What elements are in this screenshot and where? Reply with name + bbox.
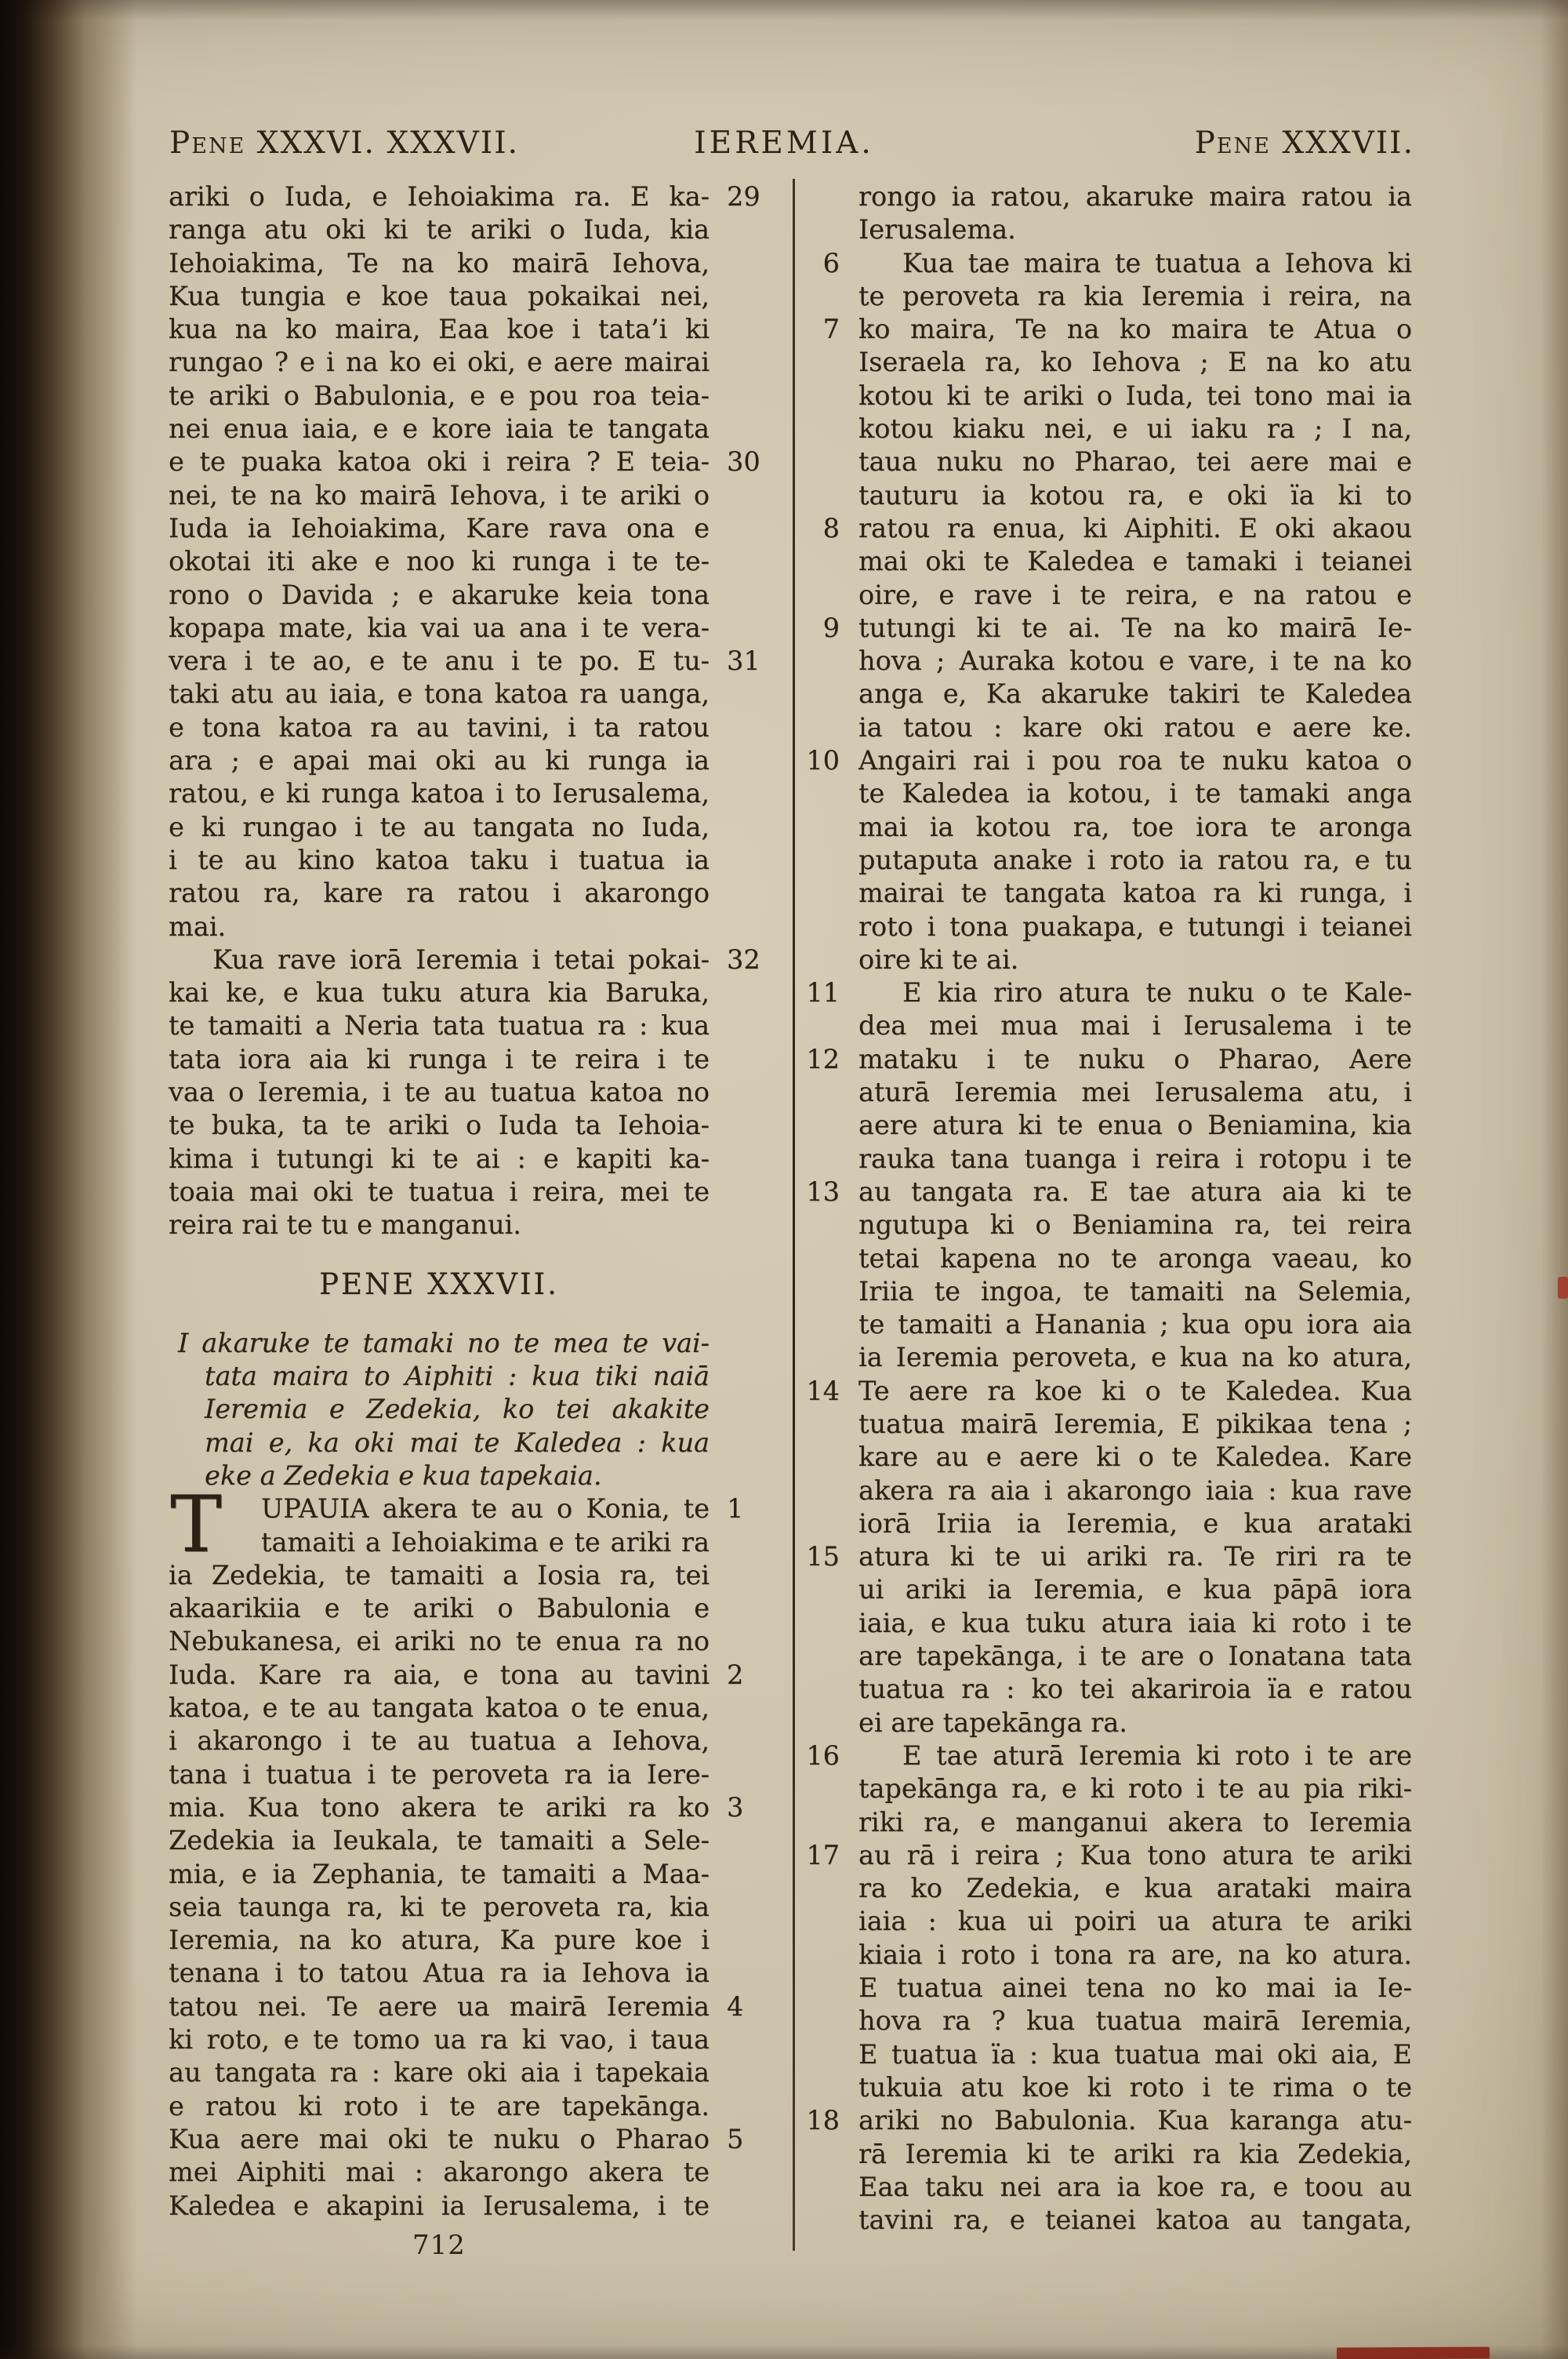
verse-number: 7 xyxy=(822,314,840,345)
page-edge-bottom xyxy=(0,2345,1568,2359)
text-line xyxy=(169,976,710,1009)
text-line xyxy=(169,512,710,545)
line-text: rauka tana tuanga i reira i rotopu i te xyxy=(858,1143,1412,1174)
line-text: are tapekānga, i te are o Ionatana tata xyxy=(858,1641,1412,1672)
line-text: akera ra aia i akarongo iaia : kua rave xyxy=(858,1474,1412,1506)
text-line xyxy=(169,280,710,313)
text-line xyxy=(169,346,710,379)
line-text: Iriia te ingoa, te tamaiti na Selemia, xyxy=(858,1275,1412,1307)
line-text: E kia riro atura te nuku o te Kale- xyxy=(902,977,1412,1009)
line-text: rungao ? e i na ko ei oki, e aere mairai xyxy=(169,347,710,378)
line-text: Kua tae maira te tuatua a Iehova ki xyxy=(902,247,1412,278)
line-text: ariki o Iuda, e Iehoiakima ra. E ka- xyxy=(169,181,710,212)
text-line xyxy=(858,1707,1412,1739)
line-text: ra ko Zedekia, e kua arataki maira xyxy=(858,1873,1412,1904)
red-edge-mark xyxy=(1558,1277,1568,1299)
gutter-shadow xyxy=(0,0,137,2359)
line-text: okotai iti ake e noo ki runga i te te- xyxy=(169,546,710,577)
text-line xyxy=(858,777,1412,810)
line-text: tukuia atu koe ki roto i te rima o te xyxy=(858,2071,1412,2103)
text-line xyxy=(858,1872,1412,1905)
text-line xyxy=(169,1109,710,1142)
line-text: ko maira, Te na ko maira te Atua o xyxy=(858,314,1412,345)
text-line xyxy=(858,413,1412,445)
line-text: tamaiti a Iehoiakima e te ariki ra xyxy=(261,1526,710,1558)
text-line xyxy=(858,1607,1412,1640)
text-line xyxy=(169,2023,710,2056)
line-text: akaarikiia e te ariki o Babulonia e xyxy=(169,1593,710,1624)
text-line xyxy=(858,213,1412,246)
line-text: iorā Iriia ia Ieremia, e kua arataki xyxy=(858,1507,1412,1539)
line-text: i te au kino katoa taku i tuatua ia xyxy=(169,844,710,875)
text-line xyxy=(858,1076,1412,1109)
line-text: Angairi rai i pou roa te nuku katoa o xyxy=(858,745,1412,776)
line-text: tapekānga ra, e ki roto i te au pia riki- xyxy=(858,1773,1412,1805)
line-text: Ierusalema. xyxy=(858,214,1016,245)
verse-number: 11 xyxy=(806,977,840,1009)
line-text: roto i tona puakapa, e tutungi i teianei xyxy=(858,911,1412,942)
text-line xyxy=(169,1957,710,1990)
text-line xyxy=(169,1427,710,1459)
line-text: rā Ieremia ki te ariki ra kia Zedekia, xyxy=(858,2138,1412,2169)
line-text: eke a Zedekia e kua tapekaia. xyxy=(205,1459,602,1491)
text-line xyxy=(858,1275,1412,1308)
line-text: seia taunga ra, ki te peroveta ra, kia xyxy=(169,1891,710,1922)
verse-number: 4 xyxy=(727,1990,744,2022)
text-line xyxy=(858,1905,1412,1938)
verse-number: 14 xyxy=(806,1375,840,1406)
column-divider xyxy=(793,179,795,2251)
text-line xyxy=(858,1441,1412,1474)
text-line xyxy=(806,976,1412,1009)
text-line xyxy=(169,612,710,645)
line-text: taki atu au iaia, e tona katoa ra uanga, xyxy=(169,678,710,710)
line-text: ara ; e apai mai oki au ki runga ia xyxy=(169,745,710,776)
line-text: vaa o Ieremia, i te au tuatua katoa no xyxy=(169,1077,710,1108)
page-number: 712 xyxy=(412,2230,466,2261)
text-line xyxy=(169,1692,710,1725)
line-text: E tuatua ainei tena no ko mai ia Ie- xyxy=(858,1972,1412,2004)
text-line xyxy=(169,1824,710,1857)
verse-number: 1 xyxy=(727,1493,744,1525)
line-text: E tuatua ïa : kua tuatua mai oki aia, E xyxy=(858,2038,1412,2070)
line-text: kare au e aere ki o te Kaledea. Kare xyxy=(858,1441,1412,1473)
line-text: aturā Ieremia mei Ierusalema atu, i xyxy=(858,1077,1412,1108)
line-text: mai e, ka oki mai te Kaledea : kua xyxy=(205,1427,710,1458)
text-line xyxy=(169,911,710,943)
text-line xyxy=(858,346,1412,379)
text-line xyxy=(169,1076,710,1109)
text-line xyxy=(169,877,710,910)
verse-number: 31 xyxy=(727,645,760,677)
verse-number: 30 xyxy=(727,446,760,478)
verse-number: 5 xyxy=(727,2123,744,2154)
text-line xyxy=(858,1573,1412,1606)
text-line xyxy=(169,479,710,512)
right-column xyxy=(806,180,1412,2237)
line-text: I akaruke te tamaki no te mea te vai- xyxy=(178,1327,710,1358)
line-text: Iuda ia Iehoiakima, Kare rava ona e xyxy=(169,512,710,543)
line-text: mai ia kotou ra, toe iora te aronga xyxy=(858,811,1412,842)
line-text: Ieremia, na ko atura, Ka pure koe i xyxy=(169,1925,710,1956)
text-line xyxy=(169,1526,710,1559)
text-line xyxy=(169,943,760,976)
text-line xyxy=(169,247,710,280)
line-text: tuatua ra : ko tei akariroia ïa e ratou xyxy=(858,1674,1412,1705)
line-text: Ieremia e Zedekia, ko tei akakite xyxy=(205,1394,710,1425)
line-text: kua na ko maira, Eaa koe i tata’i ki xyxy=(169,314,710,345)
text-line xyxy=(858,943,1412,976)
text-line xyxy=(169,213,710,246)
text-line xyxy=(858,2005,1412,2037)
chapter-heading xyxy=(169,1268,710,1301)
text-line xyxy=(169,1625,710,1658)
text-line xyxy=(169,380,710,413)
text-line xyxy=(169,844,710,877)
text-line xyxy=(858,1939,1412,1972)
verse-number: 10 xyxy=(806,745,840,776)
line-text: kai ke, e kua tuku atura kia Baruka, xyxy=(169,977,710,1009)
verse-number: 16 xyxy=(806,1739,840,1771)
line-text: au tangata ra : kare oki aia i tapekaia xyxy=(169,2057,710,2088)
text-line xyxy=(169,545,710,578)
text-line xyxy=(858,1408,1412,1441)
line-text: nei, te na ko mairā Iehova, i te ariki o xyxy=(169,479,710,511)
text-line xyxy=(858,678,1412,711)
text-line xyxy=(169,645,760,678)
text-line xyxy=(169,313,710,346)
text-line xyxy=(858,1972,1412,2005)
text-line xyxy=(169,2056,710,2089)
text-line xyxy=(858,1806,1412,1839)
verse-number: 29 xyxy=(727,181,760,212)
text-line xyxy=(169,1725,710,1757)
text-line xyxy=(858,445,1412,478)
line-text: ia Ieremia peroveta, e kua na ko atura, xyxy=(858,1342,1412,1373)
line-text: kiaia i roto i tona ra are, na ko atura. xyxy=(858,1939,1412,1970)
text-line xyxy=(858,1673,1412,1706)
line-text: tetai kapena no te aronga vaeau, ko xyxy=(858,1242,1412,1274)
line-text: kotou ki te ariki o Iuda, tei tono mai ia xyxy=(858,380,1412,411)
line-text: tavini ra, e teianei katoa au tangata, xyxy=(858,2205,1412,2236)
line-text: PENE XXXVII. xyxy=(319,1267,559,1301)
verse-number: 15 xyxy=(806,1541,840,1572)
text-line xyxy=(169,1990,744,2023)
text-line xyxy=(806,1375,1412,1408)
text-line xyxy=(806,1176,1412,1209)
running-head-left: Pene XXXVI. XXXVII. xyxy=(169,125,520,161)
line-text: hova ; Auraka kotou e vare, i te na ko xyxy=(858,645,1412,677)
line-text: atura ki te ui ariki ra. Te riri ra te xyxy=(858,1541,1412,1572)
line-text: te Kaledea ia kotou, i te tamaki anga xyxy=(858,778,1412,809)
line-text: Zedekia ia Ieukala, te tamaiti a Sele- xyxy=(169,1825,710,1856)
text-line xyxy=(858,2204,1412,2237)
text-line xyxy=(169,1459,710,1492)
line-text: vera i te ao, e te anu i te po. E tu- xyxy=(169,645,710,677)
text-line xyxy=(858,1308,1412,1341)
text-line xyxy=(858,711,1412,744)
text-line xyxy=(858,1640,1412,1673)
running-header xyxy=(0,125,1568,166)
text-line xyxy=(169,180,760,213)
line-text: Iseraela ra, ko Iehova ; E na ko atu xyxy=(858,347,1412,378)
text-line xyxy=(858,844,1412,877)
text-line xyxy=(858,2138,1412,2171)
line-text: tuatua mairā Ieremia, E pikikaa tena ; xyxy=(858,1408,1412,1439)
line-text: rono o Davida ; e akaruke keia tona xyxy=(169,579,710,610)
line-text: mia, e ia Zephania, te tamaiti a Maa- xyxy=(169,1858,710,1889)
line-text: mai oki te Kaledea e tamaki i teianei xyxy=(858,546,1412,577)
text-line xyxy=(858,180,1412,213)
text-line xyxy=(169,413,710,445)
line-text: ranga atu oki ki te ariki o Iuda, kia xyxy=(169,214,710,245)
line-text: te tamaiti a Hanania ; kua opu iora aia xyxy=(858,1309,1412,1340)
line-text: aere atura ki te enua o Beniamina, kia xyxy=(858,1110,1412,1141)
line-text: te ariki o Babulonia, e e pou roa teia- xyxy=(169,380,710,411)
line-text: iaia, e kua tuku atura iaia ki roto i te xyxy=(858,1607,1412,1638)
line-text: dea mei mua mai i Ierusalema i te xyxy=(858,1010,1412,1041)
text-line xyxy=(858,911,1412,943)
line-text: putaputa anake i roto ia ratou ra, e tu xyxy=(858,844,1412,875)
line-text: kopapa mate, kia vai ua ana i te vera- xyxy=(169,612,710,643)
text-line xyxy=(858,1143,1412,1176)
line-text: oire ki te ai. xyxy=(858,943,1019,975)
text-line xyxy=(858,811,1412,844)
verse-number: 9 xyxy=(822,612,840,643)
text-line xyxy=(806,744,1412,777)
text-line xyxy=(169,1009,710,1042)
text-line xyxy=(169,1758,710,1791)
text-line xyxy=(169,1327,710,1360)
line-text: tauturu ia kotou ra, e oki ïa ki to xyxy=(858,479,1412,511)
line-text: ngutupa ki o Beniamina ra, tei reira xyxy=(858,1209,1412,1241)
page-edge-right xyxy=(1541,0,1568,2359)
line-text: Iuda. Kare ra aia, e tona au tavini xyxy=(169,1659,710,1690)
page-edge-top xyxy=(0,0,1568,20)
line-text: ia tatou : kare oki ratou e aere ke. xyxy=(858,711,1412,743)
text-line xyxy=(169,1559,710,1592)
line-text: tana i tuatua i te peroveta ra ia Iere- xyxy=(169,1758,710,1790)
line-text: kotou kiaku nei, e ui iaku ra ; I na, xyxy=(858,413,1412,445)
line-text: tenana i to tatou Atua ra ia Iehova ia xyxy=(169,1957,710,1989)
text-line xyxy=(169,811,710,844)
line-text: tata iora aia ki runga i te reira i te xyxy=(169,1043,710,1074)
text-line xyxy=(822,247,1412,280)
text-line xyxy=(169,1791,744,1824)
verse-number: 17 xyxy=(806,1839,840,1870)
text-line xyxy=(806,1540,1412,1573)
text-line xyxy=(858,1009,1412,1042)
line-text: mairai te tangata katoa ra ki runga, i xyxy=(858,878,1412,909)
line-text: ki roto, e te tomo ua ra ki vao, i taua xyxy=(169,2024,710,2055)
line-text: hova ra ? kua tuatua mairā Ieremia, xyxy=(858,2005,1412,2037)
line-text: ui ariki ia Ieremia, e kua pāpā iora xyxy=(858,1574,1412,1605)
verse-number: 12 xyxy=(806,1043,840,1074)
line-text: e ki rungao i te au tangata no Iuda, xyxy=(169,811,710,842)
text-line xyxy=(169,1043,710,1076)
line-text: Te aere ra koe ki o te Kaledea. Kua xyxy=(858,1375,1412,1406)
line-text: rongo ia ratou, akaruke maira ratou ia xyxy=(858,181,1412,212)
text-line xyxy=(858,1341,1412,1374)
verse-number: 3 xyxy=(727,1791,744,1823)
verse-number: 2 xyxy=(727,1659,744,1690)
text-line xyxy=(858,1242,1412,1275)
verse-number: 6 xyxy=(822,247,840,278)
line-text: e tona katoa ra au tavini, i ta ratou xyxy=(169,711,710,743)
line-text: taua nuku no Pharao, tei aere mai e xyxy=(858,446,1412,478)
line-text: mia. Kua tono akera te ariki ra ko xyxy=(169,1791,710,1823)
text-line xyxy=(858,645,1412,678)
line-text: anga e, Ka akaruke takiri te Kaledea xyxy=(858,678,1412,710)
line-text: ratou, e ki runga katoa i to Ierusalema, xyxy=(169,778,710,809)
line-text: ratou ra enua, ki Aiphiti. E oki akaou xyxy=(858,512,1412,543)
text-line xyxy=(169,744,710,777)
text-line xyxy=(858,2071,1412,2104)
line-text: Kua rave iorā Ieremia i tetai pokai- xyxy=(212,943,710,975)
text-line xyxy=(858,1772,1412,1805)
line-text: au rā i reira ; Kua tono atura te ariki xyxy=(858,1839,1412,1870)
line-text: nei enua iaia, e e kore iaia te tangata xyxy=(169,413,710,445)
line-text: ia Zedekia, te tamaiti a Iosia ra, tei xyxy=(169,1559,710,1590)
left-column xyxy=(169,180,760,2223)
line-text: Iehoiakima, Te na ko mairā Iehova, xyxy=(169,247,710,278)
line-text: Kua tungia e koe taua pokaikai nei, xyxy=(169,280,710,311)
line-text: tatou nei. Te aere ua mairā Ieremia xyxy=(169,1990,710,2022)
verse-number: 13 xyxy=(806,1176,840,1207)
line-text: mai. xyxy=(169,911,227,942)
text-line xyxy=(858,545,1412,578)
line-text: reira rai te tu e manganui. xyxy=(169,1209,521,1241)
text-line xyxy=(822,313,1412,346)
line-text: te tamaiti a Neria tata tuatua ra : kua xyxy=(169,1010,710,1041)
line-text: riki ra, e manganui akera to Ieremia xyxy=(858,1806,1412,1837)
text-line xyxy=(858,579,1412,612)
line-text: katoa, e te au tangata katoa o te enua, xyxy=(169,1692,710,1724)
line-text: ratou ra, kare ra ratou i akarongo xyxy=(169,878,710,909)
running-head-right: Pene XXXVII. xyxy=(1194,125,1414,161)
text-line xyxy=(806,1043,1412,1076)
text-line xyxy=(169,1393,710,1426)
text-line xyxy=(169,2156,710,2189)
line-text: Kaledea e akapini ia Ierusalema, i te xyxy=(169,2190,710,2221)
text-line xyxy=(169,1209,710,1241)
text-line xyxy=(169,1143,710,1176)
line-text: ariki no Babulonia. Kua karanga atu- xyxy=(858,2105,1412,2136)
line-text: e te puaka katoa oki i reira ? E teia- xyxy=(169,446,710,478)
text-line xyxy=(169,1924,710,1957)
text-line xyxy=(858,479,1412,512)
text-line xyxy=(169,2190,710,2223)
line-text: i akarongo i te au tuatua a Iehova, xyxy=(169,1725,710,1757)
text-line xyxy=(822,512,1412,545)
text-line xyxy=(806,2104,1412,2137)
line-text: Eaa taku nei ara ia koe ra, e toou au xyxy=(858,2171,1412,2202)
verse-number: 32 xyxy=(727,943,760,975)
text-line xyxy=(169,1891,710,1924)
text-line xyxy=(822,612,1412,645)
line-text: tutungi ki te ai. Te na ko mairā Ie- xyxy=(858,612,1412,643)
text-line xyxy=(858,280,1412,313)
line-text: Kua aere mai oki te nuku o Pharao xyxy=(169,2123,710,2154)
line-text: oire, e rave i te reira, e na ratou e xyxy=(858,579,1412,610)
line-text: Nebukanesa, ei ariki no te enua ra no xyxy=(169,1626,710,1657)
drop-cap: T xyxy=(170,1480,223,1571)
line-text: te peroveta ra kia Ieremia i reira, na xyxy=(858,280,1412,311)
line-text: e ratou ki roto i te are tapekānga. xyxy=(169,2090,710,2121)
text-line xyxy=(858,380,1412,413)
line-text: au tangata ra. E tae atura aia ki te xyxy=(858,1176,1412,1207)
text-line xyxy=(858,877,1412,910)
text-line xyxy=(858,2171,1412,2204)
line-text: iaia : kua ui poiri ua atura te ariki xyxy=(858,1906,1412,1937)
text-line xyxy=(169,2090,710,2123)
text-line xyxy=(858,1209,1412,1241)
text-line xyxy=(858,1474,1412,1507)
text-line xyxy=(169,579,710,612)
line-text: tata maira to Aiphiti : kua tiki naiā xyxy=(205,1361,710,1392)
line-text: mataku i te nuku o Pharao, Aere xyxy=(858,1043,1412,1074)
line-text: te buka, ta te ariki o Iuda ta Iehoia- xyxy=(169,1110,710,1141)
running-head-title: IEREMIA. xyxy=(694,125,874,161)
text-line xyxy=(169,777,710,810)
text-line xyxy=(858,1507,1412,1540)
line-text: ei are tapekānga ra. xyxy=(858,1707,1127,1738)
text-line xyxy=(169,1360,710,1393)
text-line xyxy=(169,1176,710,1209)
text-line xyxy=(169,2123,744,2156)
text-line xyxy=(169,1592,710,1625)
text-line xyxy=(858,1109,1412,1142)
line-text: kima i tutungi ki te ai : e kapiti ka- xyxy=(169,1143,710,1174)
text-line xyxy=(806,1739,1412,1772)
verse-number: 18 xyxy=(806,2105,840,2136)
text-line xyxy=(806,1839,1412,1872)
line-text: mei Aiphiti mai : akarongo akera te xyxy=(169,2157,710,2188)
text-line xyxy=(169,1659,744,1692)
line-text: toaia mai oki te tuatua i reira, mei te xyxy=(169,1176,710,1207)
text-line xyxy=(169,445,760,478)
text-line xyxy=(169,1858,710,1891)
text-line xyxy=(169,678,710,711)
text-line xyxy=(169,711,710,744)
red-bottom-mark xyxy=(1337,2346,1490,2359)
line-text: E tae aturā Ieremia ki roto i te are xyxy=(902,1739,1412,1771)
line-text: UPAUIA akera te au o Konia, te xyxy=(261,1493,710,1525)
text-line xyxy=(858,2038,1412,2071)
verse-number: 8 xyxy=(822,512,840,543)
